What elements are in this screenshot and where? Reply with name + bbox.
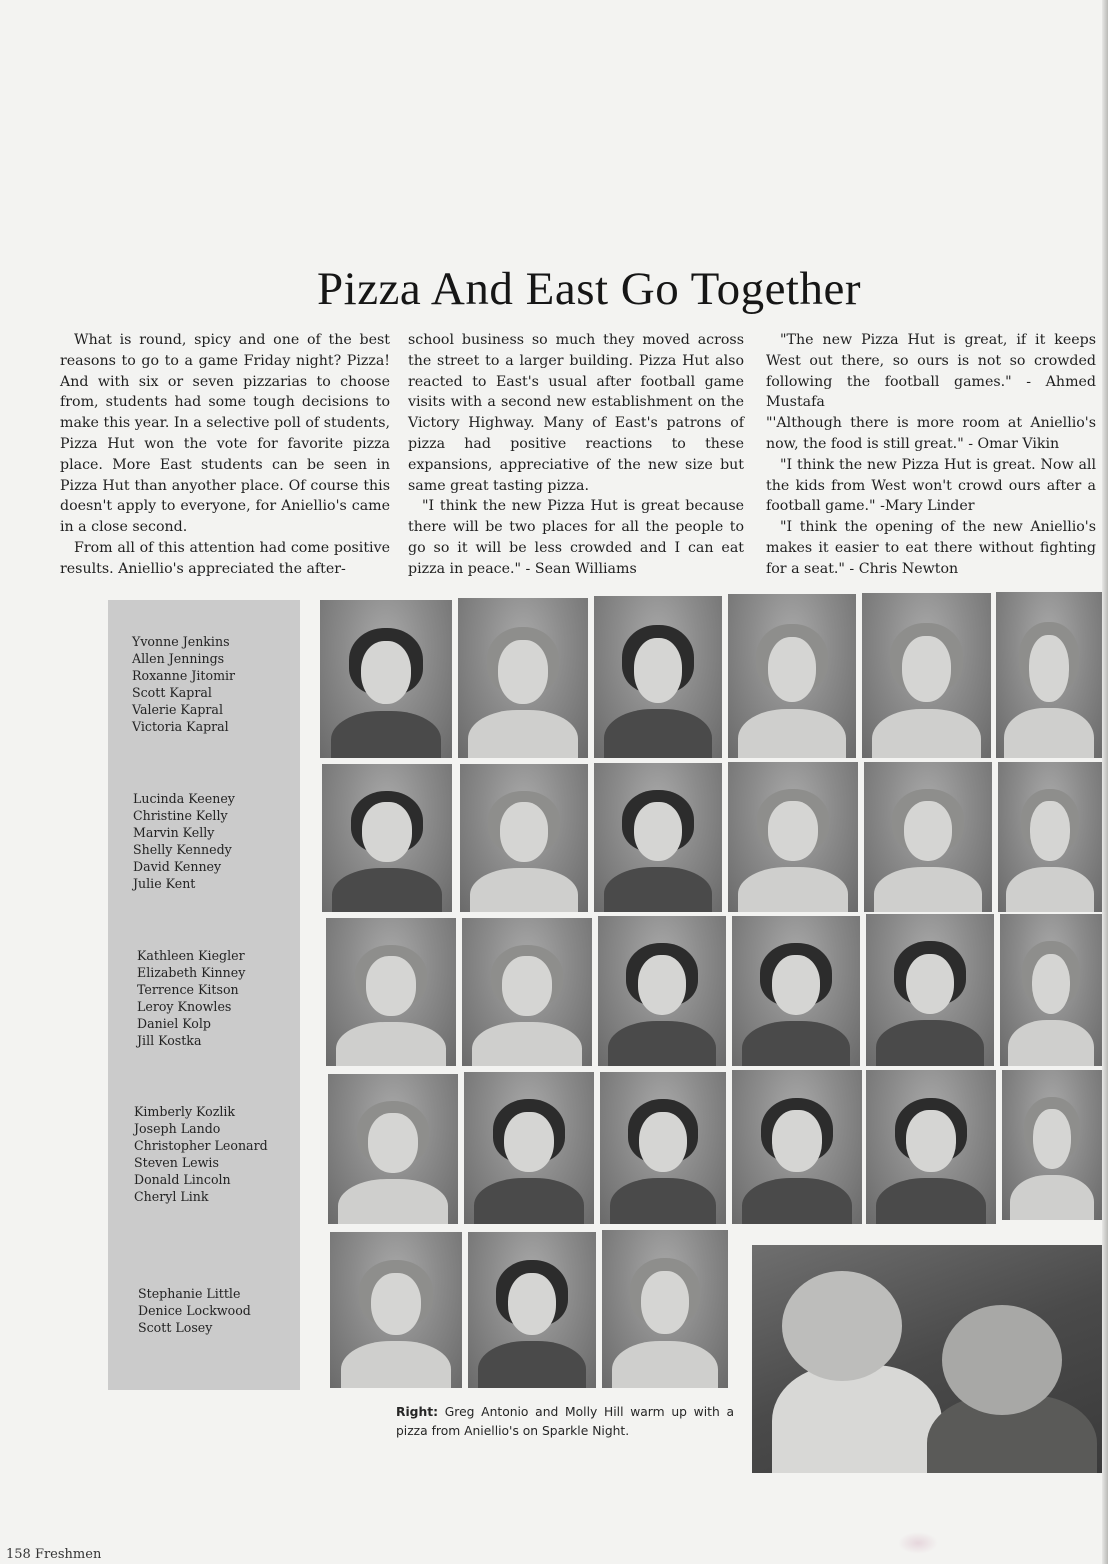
student-portrait [728, 762, 858, 912]
student-portrait [866, 1070, 996, 1224]
student-portrait [594, 763, 722, 912]
student-name: Lucinda Keeney [133, 791, 235, 806]
student-name: Marvin Kelly [133, 824, 215, 840]
student-name: Shelly Kennedy [133, 841, 232, 857]
name-group-4 [134, 1104, 268, 1205]
student-portrait [330, 1232, 462, 1388]
student-portrait [1002, 1070, 1102, 1220]
name-group-1 [132, 634, 235, 735]
name-group-5 [138, 1286, 251, 1337]
article-paragraph: school business so much they moved across the street to a larger building. Pizza Hut also reacted to East's usual after football game visits with a second new establishment on the Victory Highway. Many of East's patrons of pizza had positive reactions to these expansions, appreciative of the new size but same great tasting pizza. [408, 332, 744, 494]
student-name: Daniel Kolp [137, 1015, 211, 1031]
student-portrait [866, 914, 994, 1066]
student-name: Jill Kostka [137, 1032, 202, 1048]
student-name: Allen Jennings [132, 650, 225, 666]
student-portrait [594, 596, 722, 758]
student-portrait [458, 598, 588, 758]
student-portrait [326, 918, 456, 1066]
student-name: Kimberly Kozlik [134, 1104, 236, 1119]
student-name: Christopher Leonard [134, 1137, 268, 1153]
quote-paragraph: "I think the new Pizza Hut is great. Now all the kids from West won't crowd ours after a football game." -Mary Linder [766, 456, 1096, 515]
student-portrait [462, 918, 592, 1066]
student-name: Leroy Knowles [137, 998, 232, 1014]
student-portrait [468, 1232, 596, 1388]
student-name: Christine Kelly [133, 807, 228, 823]
student-portrait [732, 916, 860, 1066]
student-portrait [1000, 914, 1102, 1066]
student-name: Scott Kapral [132, 684, 212, 700]
student-name: Scott Losey [138, 1319, 213, 1335]
student-portrait [864, 762, 992, 912]
article-column-2 [408, 330, 744, 580]
name-group-2 [133, 791, 235, 892]
article-paragraph: What is round, spicy and one of the best reasons to go to a game Friday night? Pizza! And with six or seven pizzarias to choose from, students had some tough decisions to make this year. In a selective poll of students, Pizza Hut won the vote for favorite pizza place. More East students can be seen in Pizza Hut than anyother place. Of course this doesn't apply to everyone, for Aniellio's came in a close second. [60, 332, 390, 536]
student-portrait [862, 593, 991, 758]
student-portrait [996, 592, 1102, 758]
student-portrait [600, 1072, 726, 1224]
student-name: Kathleen Kiegler [137, 948, 245, 963]
student-name: Donald Lincoln [134, 1171, 231, 1187]
article-paragraph: From all of this attention had come positive results. Aniellio's appreciated the after- [60, 539, 390, 577]
student-name: Cheryl Link [134, 1188, 209, 1204]
student-name: Yvonne Jenkins [132, 634, 230, 649]
student-portrait [728, 594, 856, 758]
page-binding-edge [1102, 0, 1108, 1564]
student-portrait [998, 762, 1102, 912]
student-portrait [322, 764, 452, 912]
student-portrait [464, 1072, 594, 1224]
quote-paragraph: "I think the new Pizza Hut is great because there will be two places for all the people to go so it will be less crowded and I can eat pizza in peace." - Sean Williams [408, 498, 744, 577]
name-group-3 [137, 948, 245, 1049]
student-portrait [460, 764, 588, 912]
page-title: Pizza And East Go Together [317, 263, 861, 315]
student-name: Joseph Lando [134, 1120, 221, 1136]
student-portrait [328, 1074, 458, 1224]
article-column-3 [766, 330, 1096, 580]
quote-paragraph: "'Although there is more room at Aniellio's now, the food is still great." - Omar Vikin [766, 415, 1096, 452]
student-name: Elizabeth Kinney [137, 964, 246, 980]
student-name: Terrence Kitson [137, 981, 239, 997]
caption-text: Greg Antonio and Molly Hill warm up with a pizza from Aniellio's on Sparkle Night. [396, 1405, 734, 1438]
student-name: Victoria Kapral [132, 718, 229, 734]
student-name: Denice Lockwood [138, 1302, 251, 1318]
student-portrait [598, 916, 726, 1066]
student-name: David Kenney [133, 858, 222, 874]
caption-label: Right: [396, 1405, 439, 1419]
student-name: Roxanne Jitomir [132, 667, 236, 683]
student-name: Stephanie Little [138, 1286, 241, 1301]
candid-photo [752, 1245, 1102, 1473]
student-name: Valerie Kapral [132, 701, 223, 717]
page-folio: 158 Freshmen [6, 1547, 102, 1562]
ink-smudge [898, 1532, 938, 1554]
student-name: Steven Lewis [134, 1154, 219, 1170]
student-portrait [602, 1230, 728, 1388]
student-portrait [320, 600, 452, 758]
quote-paragraph: "I think the opening of the new Aniellio's makes it easier to eat there without fighting for a seat." - Chris Newton [766, 519, 1096, 577]
photo-caption [396, 1403, 734, 1441]
student-name: Julie Kent [133, 875, 196, 891]
quote-paragraph: "The new Pizza Hut is great, if it keeps West out there, so ours is not so crowded following the football games." - Ahmed Mustafa [766, 332, 1096, 411]
article-column-1 [60, 330, 390, 580]
student-portrait [732, 1070, 862, 1224]
